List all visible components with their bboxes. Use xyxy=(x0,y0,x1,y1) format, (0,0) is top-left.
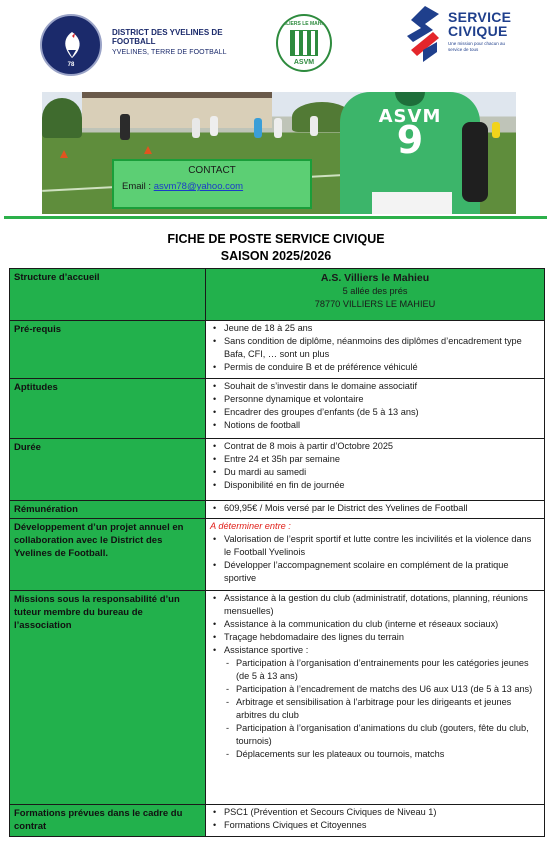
photo-cone xyxy=(144,146,152,154)
document-title: FICHE DE POSTE SERVICE CIVIQUE xyxy=(167,232,385,246)
sub-list-item: - Arbitrage et sensibilisation à l’arbitrage pour les dirigeants et jeunes arbitres du club xyxy=(224,696,540,722)
list-item: • 609,95€ / Mois versé par le District des Yvelines de Football xyxy=(210,502,540,515)
org-address1: 5 allée des prés xyxy=(342,286,408,296)
document-season: SAISON 2025/2026 xyxy=(220,249,332,263)
photo-trees xyxy=(42,98,82,138)
formations-list xyxy=(210,806,540,832)
row-label: Aptitudes xyxy=(10,379,206,439)
developpement-intro: A déterminer entre : xyxy=(210,521,291,531)
photo-player xyxy=(492,122,500,138)
list-item: • Permis de conduire B et de préférence véhiculé xyxy=(210,361,540,374)
service-civique-title: SERVICE CIVIQUE xyxy=(448,9,512,39)
sub-list-item: - Déplacements sur les plateaux ou tournois, matchs xyxy=(224,748,540,761)
row-missions xyxy=(10,591,545,805)
jersey-print: ASVM xyxy=(378,106,442,127)
aptitudes-value xyxy=(206,379,545,439)
list-item: • Contrat de 8 mois à partir d’Octobre 2025 xyxy=(210,440,540,453)
duree-list xyxy=(210,440,540,492)
missions-value xyxy=(206,591,545,805)
service-civique-subtitle: Une mission pour chacun au service de tous xyxy=(448,41,506,52)
photo-player xyxy=(192,118,200,138)
duree-value xyxy=(206,439,545,501)
photo-cone xyxy=(60,150,68,158)
prerequis-list xyxy=(210,322,540,374)
remuneration-list xyxy=(210,502,540,515)
row-label: Développement d’un projet annuel en collaboration avec le District des Yvelines de Football. xyxy=(10,519,206,591)
list-item: • Souhait de s’investir dans le domaine associatif xyxy=(210,380,540,393)
sub-list-item: - Participation à l’organisation d’animations du club (gouters, fête du club, tournois) xyxy=(224,722,540,748)
photo-shorts xyxy=(372,192,452,214)
job-table xyxy=(9,268,545,837)
service-civique-logo-icon xyxy=(403,4,443,70)
green-divider xyxy=(4,216,547,219)
row-duree xyxy=(10,439,545,501)
club-logo-shield xyxy=(290,30,318,56)
sub-list-item: - Participation à l’encadrement de matchs des U6 aux U13 (de 5 à 13 ans) xyxy=(224,683,540,696)
photo-player xyxy=(210,116,218,136)
contact-title: CONTACT xyxy=(188,165,236,176)
row-aptitudes xyxy=(10,379,545,439)
remuneration-value xyxy=(206,501,545,519)
row-developpement xyxy=(10,519,545,591)
list-item: • Personne dynamique et volontaire xyxy=(210,393,540,406)
jersey-number: 9 xyxy=(396,118,424,162)
row-label: Formations prévues dans le cadre du contrat xyxy=(10,805,206,837)
list-item: • Jeune de 18 à 25 ans xyxy=(210,322,540,335)
photo-player xyxy=(254,118,262,138)
photo-player xyxy=(310,116,318,136)
row-label: Pré-requis xyxy=(10,321,206,379)
developpement-list xyxy=(210,533,540,585)
org-address2: 78770 VILLIERS LE MAHIEU xyxy=(314,299,436,309)
photo-player xyxy=(274,118,282,138)
missions-list xyxy=(210,592,540,657)
photo-player xyxy=(120,114,130,140)
rooster-icon xyxy=(59,30,85,60)
formations-value xyxy=(206,805,545,837)
list-item: • Assistance à la communication du club (interne et réseaux sociaux) xyxy=(210,618,540,631)
row-label: Missions sous la responsabilité d’un tuteur membre du bureau de l’association xyxy=(10,591,206,805)
list-item: • Valorisation de l’esprit sportif et lutte contre les incivilités et la violence dans le Football Yvelinois xyxy=(210,533,540,559)
district-logo xyxy=(40,14,102,76)
club-logo-ring-text: VILLIERS LE MAHIEU xyxy=(278,21,330,27)
org-name: A.S. Villiers le Mahieu xyxy=(320,272,430,284)
list-item: • Entre 24 et 35h par semaine xyxy=(210,453,540,466)
list-item: • Disponibilité en fin de journée xyxy=(210,479,540,492)
contact-email-label: Email : xyxy=(122,181,154,192)
district-text xyxy=(112,28,242,56)
club-logo xyxy=(276,14,332,72)
prerequis-value xyxy=(206,321,545,379)
contact-box xyxy=(112,159,312,209)
developpement-value xyxy=(206,519,545,591)
list-item: • Formations Civiques et Citoyennes xyxy=(210,819,540,832)
missions-sublist xyxy=(210,657,540,761)
header-logos xyxy=(0,0,552,92)
aptitudes-list xyxy=(210,380,540,432)
list-item: • Notions de football xyxy=(210,419,540,432)
row-remuneration xyxy=(10,501,545,519)
district-logo-number: 78 xyxy=(67,62,75,68)
district-name: DISTRICT DES YVELINES DE FOOTBALL xyxy=(112,28,223,46)
district-tagline: YVELINES, TERRE DE FOOTBALL xyxy=(112,49,227,56)
list-item: • Traçage hebdomadaire des lignes du terrain xyxy=(210,631,540,644)
contact-email-line xyxy=(122,181,243,192)
list-item: • Assistance sportive : xyxy=(210,644,540,657)
list-item: • Développer l’accompagnement scolaire en complément de la pratique sportive xyxy=(210,559,540,585)
structure-value xyxy=(206,269,545,321)
service-civique-text xyxy=(448,10,552,52)
row-label: Durée xyxy=(10,439,206,501)
list-item: • Assistance à la gestion du club (administratif, dotations, planning, réunions mensuelles) xyxy=(210,592,540,618)
list-item: • Sans condition de diplôme, néanmoins des diplômes d’encadrement type Bafa, CFI, … sont un plus xyxy=(210,335,540,361)
jersey-sleeve xyxy=(462,122,488,202)
row-label: Structure d’accueil xyxy=(10,269,206,321)
club-logo-abbr: ASVM xyxy=(293,59,315,66)
sub-list-item: - Participation à l’organisation d’entrainements pour les catégories jeunes (de 5 à 13 ans) xyxy=(224,657,540,683)
row-label: Rémunération xyxy=(10,501,206,519)
contact-email-link[interactable]: asvm78@yahoo.com xyxy=(153,181,244,192)
list-item: • PSC1 (Prévention et Secours Civiques de Niveau 1) xyxy=(210,806,540,819)
jersey-collar xyxy=(395,92,425,106)
row-formations xyxy=(10,805,545,837)
row-prerequis xyxy=(10,321,545,379)
list-item: • Encadrer des groupes d’enfants (de 5 à 13 ans) xyxy=(210,406,540,419)
list-item: • Du mardi au samedi xyxy=(210,466,540,479)
photo-building xyxy=(82,98,272,128)
banner-photo xyxy=(42,92,516,214)
row-structure xyxy=(10,269,545,321)
